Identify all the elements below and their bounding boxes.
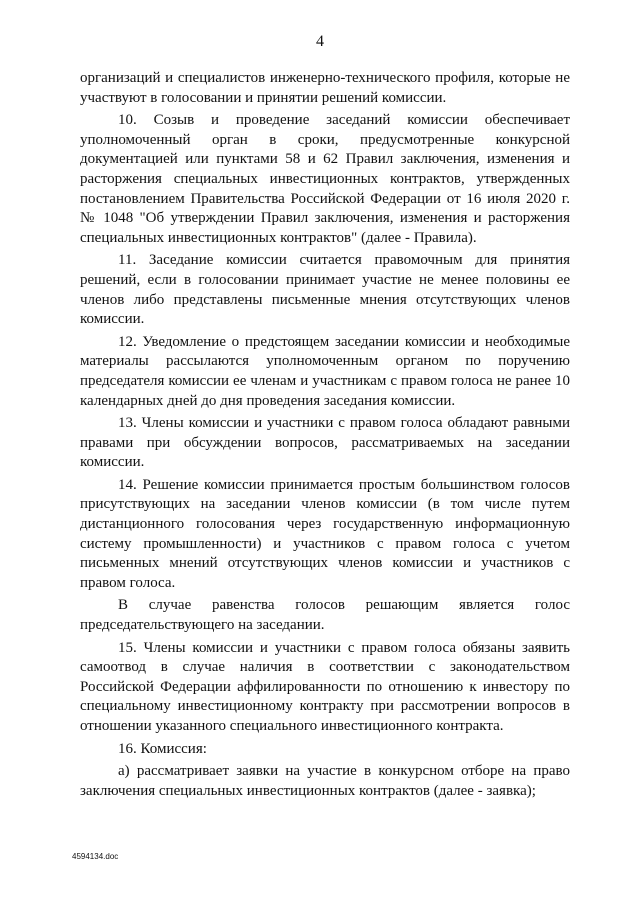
- paragraph-item-12: 12. Уведомление о предстоящем заседании комиссии и необходимые материалы рассылаются уполномоченным органом по поручению председателя комиссии ее членам и участникам с правом голоса не ранее 10 календарных дней до дня проведения заседания комиссии.: [80, 333, 570, 409]
- paragraph-continuation: организаций и специалистов инженерно-технического профиля, которые не участвуют в голосовании и принятии решений комиссии.: [80, 70, 570, 106]
- paragraph-item-15: 15. Члены комиссии и участники с правом голоса обязаны заявить самоотвод в случае наличия в соответствии с законодательством Российской Федерации аффилированности по отношению к инвестору по специальному инвестиционному контракту при рассмотрении вопросов в отношении указанного специального инвестиционного контракта.: [80, 639, 570, 734]
- document-body: [80, 69, 570, 804]
- paragraph-item-14: 14. Решение комиссии принимается простым большинством голосов присутствующих на заседании членов комиссии (в том числе путем дистанционного голосования через государственную информационную систему промышленности) и участников с правом голоса с учетом письменных мнений отсутствующих членов комиссии и участников с правом голоса.: [80, 476, 570, 591]
- paragraph-item-16: 16. Комиссия:: [118, 740, 207, 757]
- paragraph-item-16a: а) рассматривает заявки на участие в конкурсном отборе на право заключения специальных инвестиционных контрактов (далее - заявка);: [80, 763, 570, 799]
- page-number: 4: [316, 33, 324, 50]
- document-filename: 4594134.doc: [72, 852, 119, 861]
- paragraph-item-11: 11. Заседание комиссии считается правомочным для принятия решений, если в голосовании принимает участие не менее половины ее членов либо представлены письменные мнения отсутствующих членов комиссии.: [80, 252, 570, 328]
- paragraph-tie-vote: В случае равенства голосов решающим является голос председательствующего на заседании.: [80, 597, 570, 634]
- paragraph-item-13: 13. Члены комиссии и участники с правом голоса обладают равными правами при обсуждении вопросов, рассматриваемых на заседании комиссии.: [80, 415, 570, 471]
- paragraph-item-10: 10. Созыв и проведение заседаний комиссии обеспечивает уполномоченный орган в сроки, предусмотренные конкурсной документацией или пунктами 58 и 62 Правил заключения, изменения и расторжения специальных инвестиционных контрактов, утвержденных постановлением Правительства Российской Федерации от 16 июля 2020 г. № 1048 "Об утверждении Правил заключения, изменения и расторжения специальных инвестиционных контрактов" (далее - Правила).: [80, 112, 570, 246]
